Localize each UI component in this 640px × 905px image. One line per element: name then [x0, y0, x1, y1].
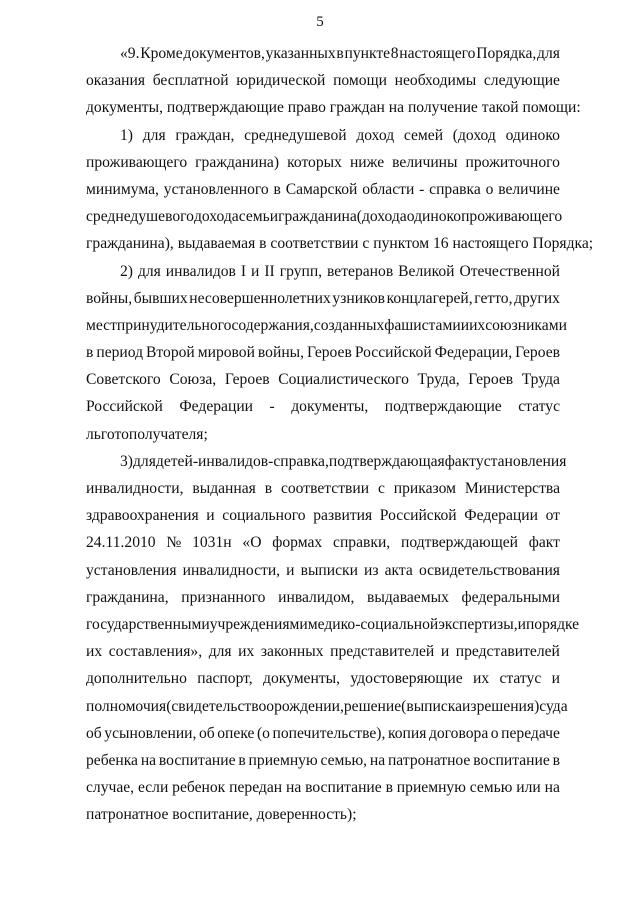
text-line: в период Второй мировой войны, Героев Российской Федерации, Героев — [86, 344, 560, 362]
text-line: мест принудительного содержания, созданных фашистами и их союзниками — [86, 316, 567, 334]
text-line: Советского Союза, Героев Социалистического Труда, Героев Труда — [86, 371, 560, 389]
text-line: здравоохранения и социального развития Российской Федерации от — [86, 507, 560, 525]
text-line: минимума, установленного в Самарской области - справка о величине — [86, 180, 560, 198]
paragraph-intro — [86, 40, 581, 122]
text-line: среднедушевого дохода семьи гражданина (дохода одиноко проживающего — [86, 208, 563, 226]
paragraph-item-1 — [86, 122, 594, 258]
text-line: дополнительно паспорт, документы, удостоверяющие их статус и — [86, 670, 560, 688]
text-line: гражданина), выдаваемая в соответствии с пунктом 16 настоящего Порядка; — [86, 235, 594, 253]
text-line: 24.11.2010 № 1031н «О формах справки, подтверждающей факт — [86, 534, 560, 552]
text-line: оказания бесплатной юридической помощи необходимы следующие — [86, 72, 560, 90]
text-line: «9. Кроме документов, указанных в пункте 8 настоящего Порядка, для — [120, 45, 560, 62]
text-line: ребенка на воспитание в приемную семью, на патронатное воспитание в — [86, 751, 560, 769]
text-line: установления инвалидности, и выписки из акта освидетельствования — [86, 561, 560, 579]
text-line: государственными учреждениями медико-социальной экспертизы, и порядке — [86, 615, 580, 633]
text-line: полномочия (свидетельство о рождении, решение (выписка из решения) суда — [86, 697, 568, 715]
page-number: 5 — [316, 14, 324, 30]
text-line: 3) для детей-инвалидов - справка, подтверждающая факт установления — [120, 452, 567, 470]
text-line: патронатное воспитание, доверенность); — [86, 806, 357, 824]
text-line: Российской Федерации - документы, подтверждающие статус — [86, 398, 560, 416]
text-line: войны, бывших несовершеннолетних узников концлагерей, гетто, других — [86, 289, 560, 307]
text-line: об усыновлении, об опеке (о попечительстве), копия договора о передаче — [86, 724, 560, 742]
text-line: льготополучателя; — [86, 425, 208, 443]
paragraph-item-2 — [86, 258, 567, 448]
text-line: гражданина, признанного инвалидом, выдаваемых федеральными — [86, 588, 560, 606]
text-line: документы, подтверждающие право граждан на получение такой помощи: — [86, 99, 581, 117]
text-line: случае, если ребенок передан на воспитание в приемную семью или на — [86, 779, 560, 797]
document-body — [86, 40, 594, 828]
text-line: их составления», для их законных представителей и представителей — [86, 643, 560, 661]
text-line: 1) для граждан, среднедушевой доход семей (доход одиноко — [120, 126, 560, 144]
paragraph-item-3 — [86, 448, 580, 829]
text-line: инвалидности, выданная в соответствии с приказом Министерства — [86, 480, 560, 497]
text-line: проживающего гражданина) которых ниже величины прожиточного — [86, 153, 560, 171]
text-line: 2) для инвалидов I и II групп, ветеранов Великой Отечественной — [120, 262, 560, 280]
